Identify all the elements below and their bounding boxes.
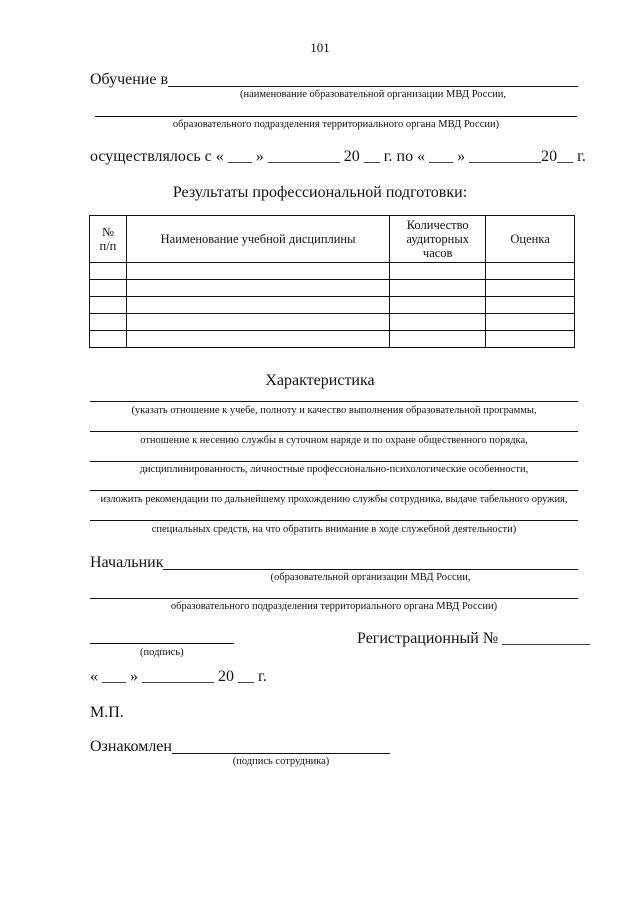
characteristic-line-1[interactable] [90,401,578,402]
table-row [90,263,575,280]
cell-discipline[interactable] [126,280,389,297]
table-row [90,280,575,297]
period-day-from[interactable]: ___ [227,148,252,165]
col-hours-header [390,216,486,263]
col-grade-header: Оценка [486,216,575,263]
date-month[interactable]: _________ [142,668,214,685]
period-day-to[interactable]: ___ [429,148,454,165]
period-close-quote-2: » [457,148,466,165]
characteristic-caption-2: отношение к несению службы в суточном наряде и по охране общественного порядка, [140,435,528,446]
characteristic-caption-5: специальных средств, на что обратить внимание в ходе служебной деятельности) [151,524,517,535]
period-year-from[interactable]: __ [363,148,380,165]
period-month-from[interactable]: _________ [267,148,340,165]
date-suffix: г. [258,668,267,685]
training-org-line[interactable] [168,86,578,87]
chief-caption-1: (образовательной организации МВД России, [270,572,471,583]
col-hours-line1: Количество [406,218,469,232]
characteristic-caption-1: (указать отношение к учебе, полноту и качество выполнения образовательной программы, [131,405,537,416]
cell-number[interactable] [90,263,127,280]
cell-grade[interactable] [486,280,575,297]
table-row [90,314,575,331]
cell-discipline[interactable] [126,314,389,331]
col-number-line1: № [101,225,114,239]
cell-grade[interactable] [486,263,575,280]
period-suffix: г. [577,148,586,165]
date-open-quote: « [90,668,98,685]
chief-caption-2: образовательного подразделения территориального органа МВД России) [170,601,498,612]
cell-number[interactable] [90,331,127,348]
table-header-row [90,216,575,263]
cell-number[interactable] [90,297,127,314]
page-number: 101 [310,40,330,55]
training-caption-2: образовательного подразделения территориального органа МВД России) [172,119,500,130]
characteristic-line-2[interactable] [90,431,578,432]
cell-discipline[interactable] [126,297,389,314]
chief-line-2[interactable] [90,598,578,599]
period-mid: г. по « [383,148,426,165]
cell-number[interactable] [90,314,127,331]
cell-grade[interactable] [486,297,575,314]
training-caption-1: (наименование образовательной организации МВД России, [239,89,506,100]
training-label: Обучение в [90,71,169,88]
table-row [90,297,575,314]
signature-date [90,668,267,686]
acquainted-caption: (подпись сотрудника) [232,756,330,767]
cell-hours[interactable] [390,314,486,331]
col-hours-line3: часов [422,246,453,260]
period-close-quote: » [255,148,264,165]
period-year-prefix-2: 20 [541,148,558,165]
training-org-line-2[interactable] [95,116,577,117]
cell-discipline[interactable] [126,263,389,280]
characteristic-line-3[interactable] [90,461,578,462]
signature-line[interactable] [90,643,234,644]
cell-hours[interactable] [390,297,486,314]
period-year-prefix: 20 [343,148,360,165]
chief-label: Начальник [90,554,164,571]
characteristic-caption-3: дисциплинированность, личностные профессионально-психологические особенности, [139,464,529,475]
date-day[interactable]: ___ [102,668,126,685]
registration-label: Регистрационный № [357,630,499,647]
cell-hours[interactable] [390,280,486,297]
cell-hours[interactable] [390,331,486,348]
date-close-quote: » [130,668,138,685]
date-year[interactable]: __ [238,668,254,685]
acquainted-label: Ознакомлен [90,738,172,755]
signature-caption: (подпись) [140,647,184,658]
cell-discipline[interactable] [126,331,389,348]
col-number-line2: п/п [99,239,117,253]
characteristic-title: Характеристика [265,372,375,389]
cell-number[interactable] [90,280,127,297]
acquainted-signature-line[interactable] [172,753,390,754]
cell-hours[interactable] [390,263,486,280]
training-period [90,148,586,166]
col-number-header [90,216,127,263]
registration-number-input[interactable]: ___________ [502,630,591,647]
results-table [89,215,575,348]
characteristic-line-4[interactable] [90,490,578,491]
period-prefix: осуществлялось с « [90,148,224,165]
cell-grade[interactable] [486,314,575,331]
stamp-place: М.П. [90,704,124,721]
period-year-to[interactable]: __ [557,148,574,165]
chief-line-1[interactable] [163,569,578,570]
col-discipline-header: Наименование учебной дисциплины [126,216,389,263]
results-title: Результаты профессиональной подготовки: [172,184,468,201]
cell-grade[interactable] [486,331,575,348]
table-row [90,331,575,348]
date-year-prefix: 20 [218,668,234,685]
registration-number [357,630,590,648]
characteristic-line-5[interactable] [90,520,578,521]
characteristic-caption-4: изложить рекомендации по дальнейшему прохождению службы сотрудника, выдаче табельного оружия, [100,494,568,505]
period-month-to[interactable]: _________ [469,148,542,165]
col-hours-line2: аудиторных [406,232,469,246]
